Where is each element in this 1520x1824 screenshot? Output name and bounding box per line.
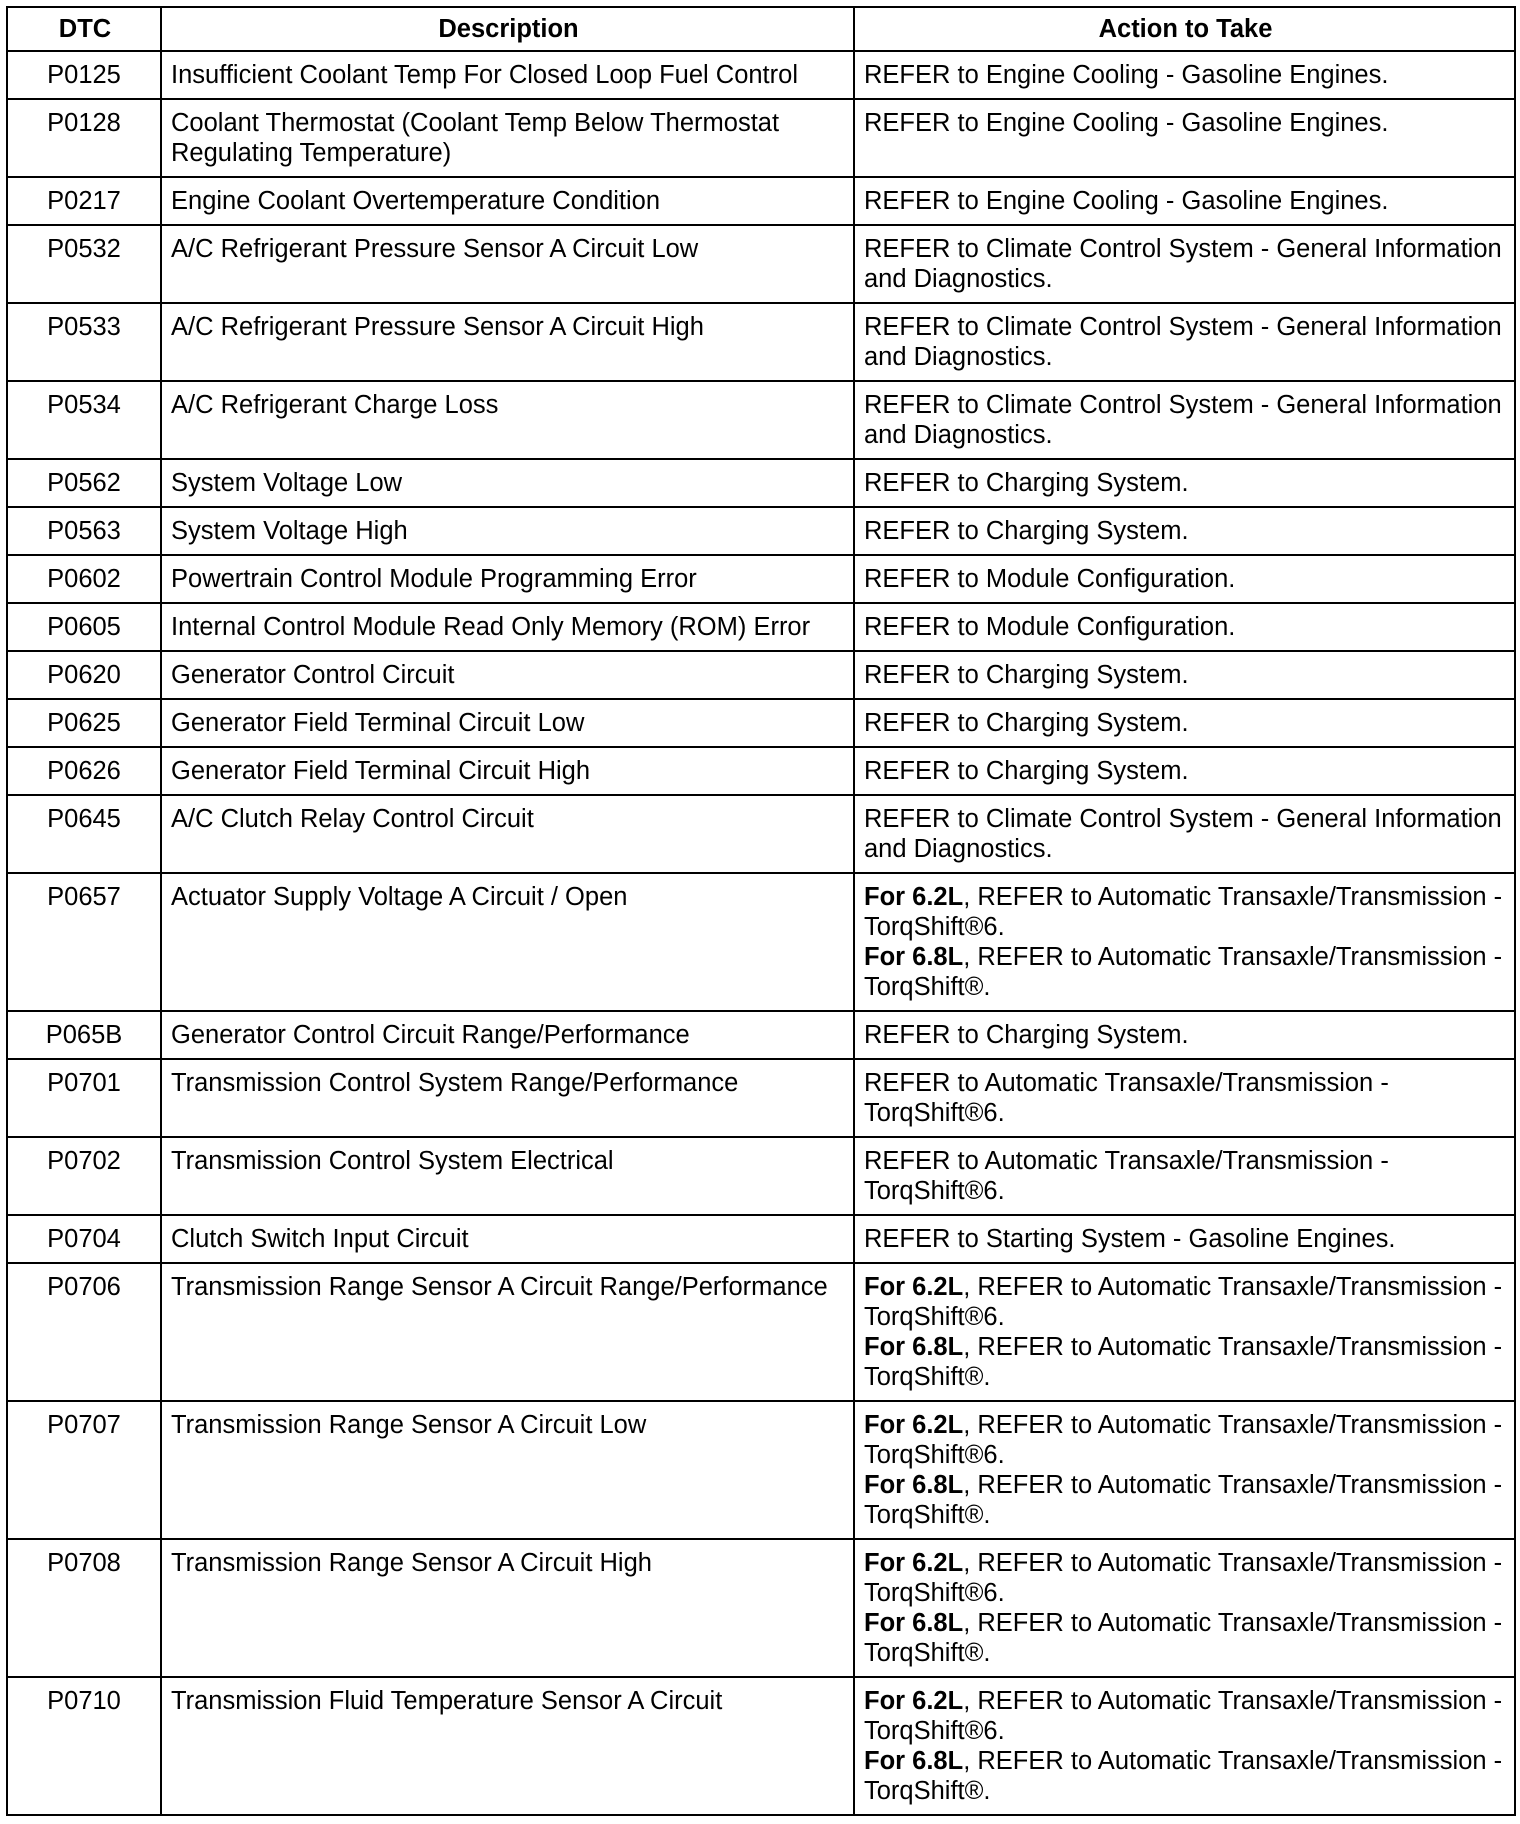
action-engine-label: For 6.2L xyxy=(864,1273,964,1301)
table-row xyxy=(7,507,1515,555)
action-engine-label: For 6.8L xyxy=(864,943,964,971)
dtc-code: P0562 xyxy=(7,459,161,507)
action-line xyxy=(864,1548,1507,1608)
dtc-description: Generator Control Circuit xyxy=(161,651,854,699)
dtc-action xyxy=(854,225,1515,303)
dtc-description: A/C Refrigerant Pressure Sensor A Circuit Low xyxy=(161,225,854,303)
action-engine-label: For 6.2L xyxy=(864,1687,964,1715)
action-text: REFER to Starting System - Gasoline Engines. xyxy=(864,1225,1396,1253)
dtc-action xyxy=(854,99,1515,177)
action-text: REFER to Climate Control System - General Information and Diagnostics. xyxy=(864,235,1502,293)
action-engine-label: For 6.8L xyxy=(864,1333,964,1361)
table-row xyxy=(7,1263,1515,1401)
dtc-action xyxy=(854,51,1515,99)
table-row xyxy=(7,225,1515,303)
dtc-description: Transmission Range Sensor A Circuit Low xyxy=(161,1401,854,1539)
dtc-code: P0620 xyxy=(7,651,161,699)
action-line xyxy=(864,1068,1507,1128)
dtc-code: P0704 xyxy=(7,1215,161,1263)
dtc-action xyxy=(854,1401,1515,1539)
dtc-description: A/C Refrigerant Pressure Sensor A Circuit High xyxy=(161,303,854,381)
dtc-code: P0708 xyxy=(7,1539,161,1677)
dtc-action xyxy=(854,1215,1515,1263)
action-text: REFER to Automatic Transaxle/Transmission - TorqShift®6. xyxy=(864,1147,1389,1205)
dtc-code: P0625 xyxy=(7,699,161,747)
table-row xyxy=(7,381,1515,459)
dtc-action xyxy=(854,1539,1515,1677)
dtc-description: Actuator Supply Voltage A Circuit / Open xyxy=(161,873,854,1011)
action-text: REFER to Charging System. xyxy=(864,757,1189,785)
action-line xyxy=(864,1332,1507,1392)
dtc-action xyxy=(854,1059,1515,1137)
dtc-description: Generator Field Terminal Circuit Low xyxy=(161,699,854,747)
dtc-description: Clutch Switch Input Circuit xyxy=(161,1215,854,1263)
table-row xyxy=(7,795,1515,873)
dtc-description: Transmission Control System Range/Performance xyxy=(161,1059,854,1137)
action-text: , REFER to Automatic Transaxle/Transmission - TorqShift®. xyxy=(864,1471,1503,1529)
dtc-description: Generator Field Terminal Circuit High xyxy=(161,747,854,795)
dtc-code: P0645 xyxy=(7,795,161,873)
action-line xyxy=(864,1470,1507,1530)
dtc-description: Generator Control Circuit Range/Performance xyxy=(161,1011,854,1059)
dtc-description: Internal Control Module Read Only Memory (ROM) Error xyxy=(161,603,854,651)
action-line xyxy=(864,312,1507,372)
action-engine-label: For 6.8L xyxy=(864,1471,964,1499)
dtc-code: P0602 xyxy=(7,555,161,603)
dtc-action xyxy=(854,1677,1515,1815)
action-line xyxy=(864,942,1507,1002)
action-text: , REFER to Automatic Transaxle/Transmission - TorqShift®. xyxy=(864,1747,1503,1805)
table-row xyxy=(7,177,1515,225)
document-page xyxy=(6,6,1514,1816)
action-line xyxy=(864,468,1507,498)
dtc-code: P0217 xyxy=(7,177,161,225)
action-text: , REFER to Automatic Transaxle/Transmission - TorqShift®. xyxy=(864,1609,1503,1667)
action-line xyxy=(864,660,1507,690)
dtc-description: System Voltage High xyxy=(161,507,854,555)
dtc-action xyxy=(854,603,1515,651)
dtc-description: Powertrain Control Module Programming Error xyxy=(161,555,854,603)
dtc-description: A/C Refrigerant Charge Loss xyxy=(161,381,854,459)
dtc-action xyxy=(854,795,1515,873)
dtc-action xyxy=(854,747,1515,795)
header-description: Description xyxy=(161,7,854,51)
dtc-code: P0563 xyxy=(7,507,161,555)
dtc-code: P0532 xyxy=(7,225,161,303)
action-line xyxy=(864,564,1507,594)
dtc-code: P0702 xyxy=(7,1137,161,1215)
action-text: REFER to Climate Control System - General Information and Diagnostics. xyxy=(864,313,1502,371)
dtc-action xyxy=(854,507,1515,555)
action-line xyxy=(864,1272,1507,1332)
dtc-code: P0128 xyxy=(7,99,161,177)
table-row xyxy=(7,1539,1515,1677)
action-line xyxy=(864,60,1507,90)
dtc-action xyxy=(854,651,1515,699)
table-row xyxy=(7,651,1515,699)
dtc-description: Transmission Fluid Temperature Sensor A Circuit xyxy=(161,1677,854,1815)
table-row xyxy=(7,303,1515,381)
action-text: REFER to Charging System. xyxy=(864,709,1189,737)
action-engine-label: For 6.8L xyxy=(864,1747,964,1775)
table-row xyxy=(7,51,1515,99)
dtc-action xyxy=(854,555,1515,603)
action-text: , REFER to Automatic Transaxle/Transmission - TorqShift®. xyxy=(864,943,1503,1001)
dtc-code: P0125 xyxy=(7,51,161,99)
dtc-code: P0707 xyxy=(7,1401,161,1539)
action-text: REFER to Climate Control System - General Information and Diagnostics. xyxy=(864,391,1502,449)
action-text: REFER to Charging System. xyxy=(864,1021,1189,1049)
action-text: , REFER to Automatic Transaxle/Transmission - TorqShift®6. xyxy=(864,1273,1503,1331)
dtc-code: P0626 xyxy=(7,747,161,795)
action-text: REFER to Engine Cooling - Gasoline Engines. xyxy=(864,187,1389,215)
dtc-code: P0706 xyxy=(7,1263,161,1401)
action-line xyxy=(864,234,1507,294)
header-action: Action to Take xyxy=(854,7,1515,51)
action-text: REFER to Module Configuration. xyxy=(864,565,1236,593)
dtc-action xyxy=(854,873,1515,1011)
dtc-action xyxy=(854,1263,1515,1401)
action-engine-label: For 6.2L xyxy=(864,1411,964,1439)
table-row xyxy=(7,459,1515,507)
dtc-code: P0657 xyxy=(7,873,161,1011)
dtc-description: System Voltage Low xyxy=(161,459,854,507)
action-text: REFER to Climate Control System - General Information and Diagnostics. xyxy=(864,805,1502,863)
table-row xyxy=(7,99,1515,177)
action-text: REFER to Charging System. xyxy=(864,661,1189,689)
dtc-table xyxy=(6,6,1516,1816)
action-engine-label: For 6.2L xyxy=(864,1549,964,1577)
dtc-description: Transmission Control System Electrical xyxy=(161,1137,854,1215)
action-line xyxy=(864,1746,1507,1806)
table-row xyxy=(7,1401,1515,1539)
action-line xyxy=(864,708,1507,738)
action-engine-label: For 6.8L xyxy=(864,1609,964,1637)
action-text: REFER to Module Configuration. xyxy=(864,613,1236,641)
action-text: , REFER to Automatic Transaxle/Transmission - TorqShift®6. xyxy=(864,883,1503,941)
dtc-code: P065B xyxy=(7,1011,161,1059)
action-text: REFER to Automatic Transaxle/Transmission - TorqShift®6. xyxy=(864,1069,1389,1127)
dtc-description: Insufficient Coolant Temp For Closed Loop Fuel Control xyxy=(161,51,854,99)
action-text: , REFER to Automatic Transaxle/Transmission - TorqShift®6. xyxy=(864,1411,1503,1469)
table-row xyxy=(7,1215,1515,1263)
dtc-action xyxy=(854,459,1515,507)
dtc-code: P0533 xyxy=(7,303,161,381)
action-text: REFER to Engine Cooling - Gasoline Engines. xyxy=(864,61,1389,89)
dtc-code: P0710 xyxy=(7,1677,161,1815)
action-line xyxy=(864,882,1507,942)
action-line xyxy=(864,108,1507,138)
action-text: REFER to Charging System. xyxy=(864,469,1189,497)
table-row xyxy=(7,747,1515,795)
action-text: REFER to Engine Cooling - Gasoline Engines. xyxy=(864,109,1389,137)
table-row xyxy=(7,1059,1515,1137)
table-row xyxy=(7,1677,1515,1815)
action-text: , REFER to Automatic Transaxle/Transmission - TorqShift®. xyxy=(864,1333,1503,1391)
header-row xyxy=(7,7,1515,51)
dtc-description: Transmission Range Sensor A Circuit Range/Performance xyxy=(161,1263,854,1401)
action-line xyxy=(864,804,1507,864)
header-dtc: DTC xyxy=(7,7,161,51)
dtc-description: Engine Coolant Overtemperature Condition xyxy=(161,177,854,225)
dtc-action xyxy=(854,381,1515,459)
action-line xyxy=(864,756,1507,786)
action-line xyxy=(864,612,1507,642)
dtc-code: P0534 xyxy=(7,381,161,459)
action-line xyxy=(864,1020,1507,1050)
table-header xyxy=(7,7,1515,51)
table-row xyxy=(7,873,1515,1011)
action-line xyxy=(864,1410,1507,1470)
table-body xyxy=(7,51,1515,1815)
dtc-description: Coolant Thermostat (Coolant Temp Below Thermostat Regulating Temperature) xyxy=(161,99,854,177)
dtc-action xyxy=(854,699,1515,747)
action-text: , REFER to Automatic Transaxle/Transmission - TorqShift®6. xyxy=(864,1549,1503,1607)
table-row xyxy=(7,1011,1515,1059)
action-line xyxy=(864,516,1507,546)
dtc-action xyxy=(854,303,1515,381)
table-row xyxy=(7,699,1515,747)
action-line xyxy=(864,1608,1507,1668)
action-engine-label: For 6.2L xyxy=(864,883,964,911)
dtc-description: A/C Clutch Relay Control Circuit xyxy=(161,795,854,873)
table-row xyxy=(7,1137,1515,1215)
dtc-action xyxy=(854,177,1515,225)
dtc-code: P0605 xyxy=(7,603,161,651)
action-line xyxy=(864,1146,1507,1206)
action-line xyxy=(864,390,1507,450)
action-line xyxy=(864,186,1507,216)
dtc-action xyxy=(854,1011,1515,1059)
action-text: REFER to Charging System. xyxy=(864,517,1189,545)
action-text: , REFER to Automatic Transaxle/Transmission - TorqShift®6. xyxy=(864,1687,1503,1745)
dtc-code: P0701 xyxy=(7,1059,161,1137)
table-row xyxy=(7,603,1515,651)
table-row xyxy=(7,555,1515,603)
action-line xyxy=(864,1686,1507,1746)
action-line xyxy=(864,1224,1507,1254)
dtc-description: Transmission Range Sensor A Circuit High xyxy=(161,1539,854,1677)
dtc-action xyxy=(854,1137,1515,1215)
